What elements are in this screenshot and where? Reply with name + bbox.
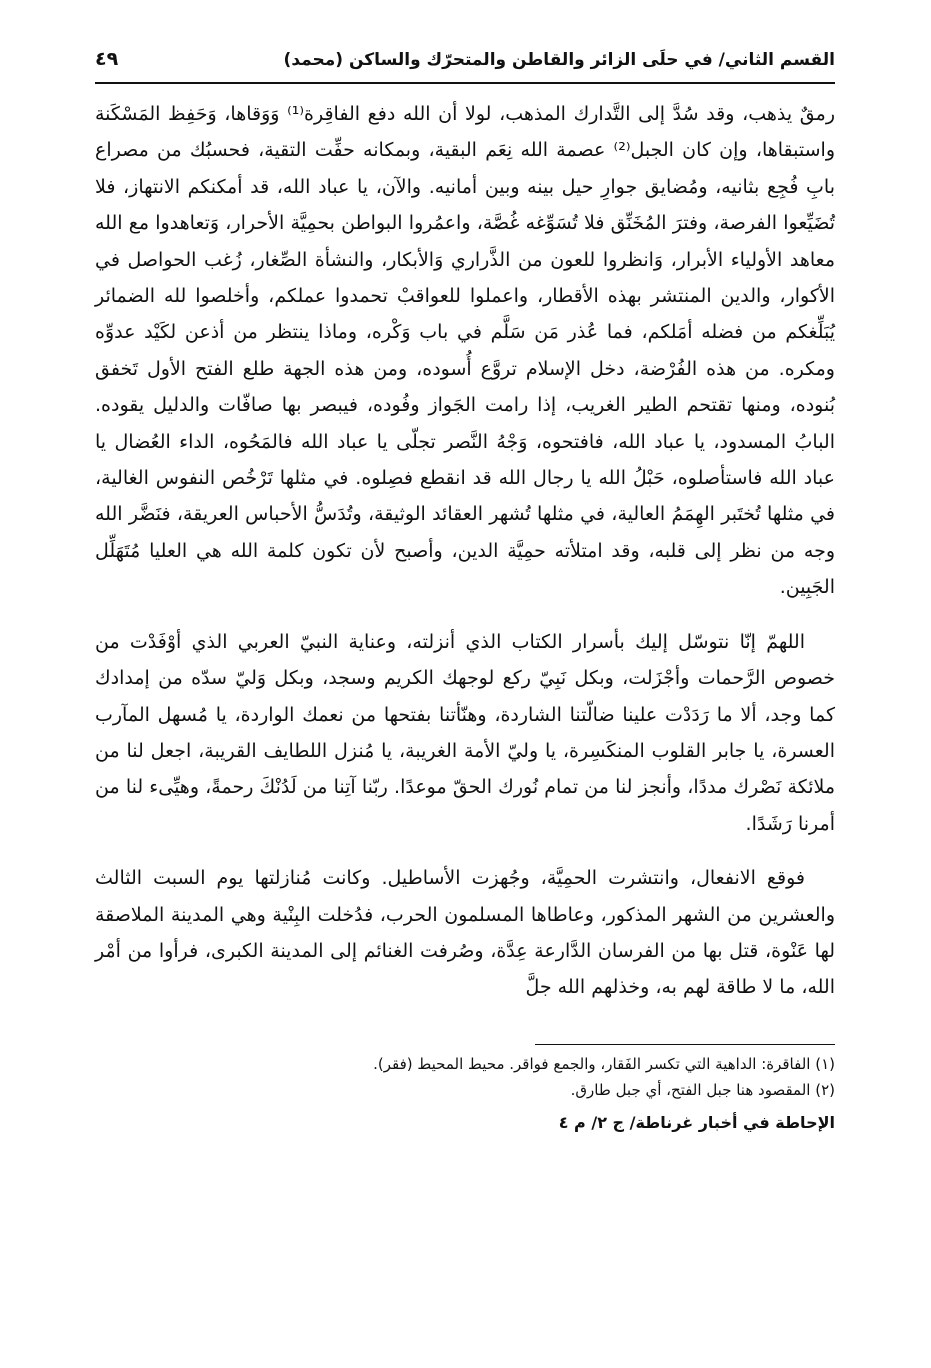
page-header	[95, 42, 835, 82]
source-signature: الإحاطة في أخبار غرناطة/ ج ٢/ م ٤	[558, 1112, 835, 1132]
footnote-1: (١) الفاقرة: الداهية التي تكسر الفَقار، والجمع فواقر. محيط المحيط (فقر).	[373, 1054, 835, 1073]
page-number: ٤٩	[95, 48, 119, 70]
header-rule	[95, 82, 835, 84]
paragraph-prayer: اللهمّ إنّا نتوسّل إليك بأسرار الكتاب الذي أنزلته، وعناية النبيّ العربي الذي أوْفَدْت من خصوص الرَّحمات وأجْزَلت، وبكل نَبِيّ ركع لوجهك الكريم وسجد، وبكل وَليّ سدّه من إمدادك كما وجد، ألا ما رَدَدْت علينا ضالّتنا الشاردة، وهنّأتنا بفتحها من نعمك الواردة، يا مُسهل المآرب العسرة، يا جابر القلوب المنكَسِرة، يا وليّ الأمة الغريبة، يا مُنزل اللطايف القريبة، اجعل لنا من ملائكة نَصْرك مددًا، وأنجز لنا من تمام نُورك الحقّ موعدًا. ربّنا آتِنا من لَدُنْكَ رحمةً، وهيِّىء لنا من أمرنا رَشَدًا.	[95, 630, 835, 835]
footnote-2: (٢) المقصود هنا جبل الفتح، أي جبل طارق.	[570, 1080, 835, 1099]
paragraph-battle: فوقع الانفعال، وانتشرت الحمِيَّة، وجُهزت الأساطيل. وكانت مُنازلتها يوم السبت الثالث والعشرين من الشهر المذكور، وعاطاها المسلمون الحرب، فدُخلت البِنْية وهي المدينة الملاصقة لها عَنْوة، قتل بها من الفرسان الدَّارعة عِدَّة، وصُرفت الغنائم إلى المدينة الكبرى، فرأوا من أمْر الله، ما لا طاقة لهم به، وخذلهم الله جلَّ	[95, 867, 835, 999]
running-head: القسم الثاني/ في حلَى الزائر والقاطن والمتحرّك والساكن (محمد)	[283, 50, 835, 70]
paragraph-speech: رمقٌ يذهب، وقد سُدَّ إلى التَّدارك المذهب، لولا أن الله دفع الفاقِرة⁽¹⁾ وَوَقاها، وَحَفِظ المَسْكَنة واستبقاها، وإن كان الجبل⁽²⁾ عصمة الله نِعَم البقية، وبمكانه حفِّت التقية، فحسبُك من مصراع بابِ فُجِع بثانيه، ومُضايق جوارِ حيل بينه وبين أمانيه. والآن، يا عباد الله، قد أمكنكم الانتهاز، فلا تُضَيِّعوا الفرصة، وفترَ المُخَنِّق فلا تُسَوِّغه غُصَّة، واعمُروا البواطن بحمِيَّة الأحرار، وَتعاهدوا مع الله معاهد الأولياء الأبرار، وَانظروا للعون من الذَّراري وَالأبكار، والنشأة الصِّغار، زُغب الحواصل في الأكوار، والدين المنتشر بهذه الأقطار، واعملوا للعواقبْ تحمدوا عملكم، وأخلصوا لله الضمائر يُبَلِّغكم من فضله أمَلكم، فما عُذر مَن سَلَّم في باب وَكْره، وماذا ينتظر من أذعن لكَيْد عدوِّه ومكره. من هذه الفُرْضة، دخل الإسلام تروَّع أُسوده، ومن هذه الجهة طلع الفتح الأول تَخفق بُنوده، ومنها تقتحم الطير الغريب، إذا رامت الجَواز وفُوده، فيبصر بها صافّات والدليل يقوده. البابُ المسدود، يا عباد الله، فافتحوه، وَجْهُ النَّصر تجلّى يا عباد الله فالمَحُوه، الداء العُضال يا عباد الله فاستأصلوه، حَبْلُ الله يا رجال الله قد انقطع فصِلوه. في مثلها تَرْخُص النفوس الغالية، في مثلها تُختَبر الهِمَمُ العالية، في مثلها تُشهر العقائد الوثيقة، وتُدَسُّ الأحباس العريقة، فنَضَّر الله وجه من نظر إلى قلبه، وقد امتلأته حمِيَّة الدين، وأصبح لأن تكون كلمة الله هي العليا مُتَهَلِّل الجَبِين.	[95, 103, 835, 599]
footnote-rule	[535, 1044, 835, 1045]
book-page	[95, 42, 835, 1135]
main-text	[95, 96, 835, 1006]
footnotes	[95, 1051, 835, 1103]
